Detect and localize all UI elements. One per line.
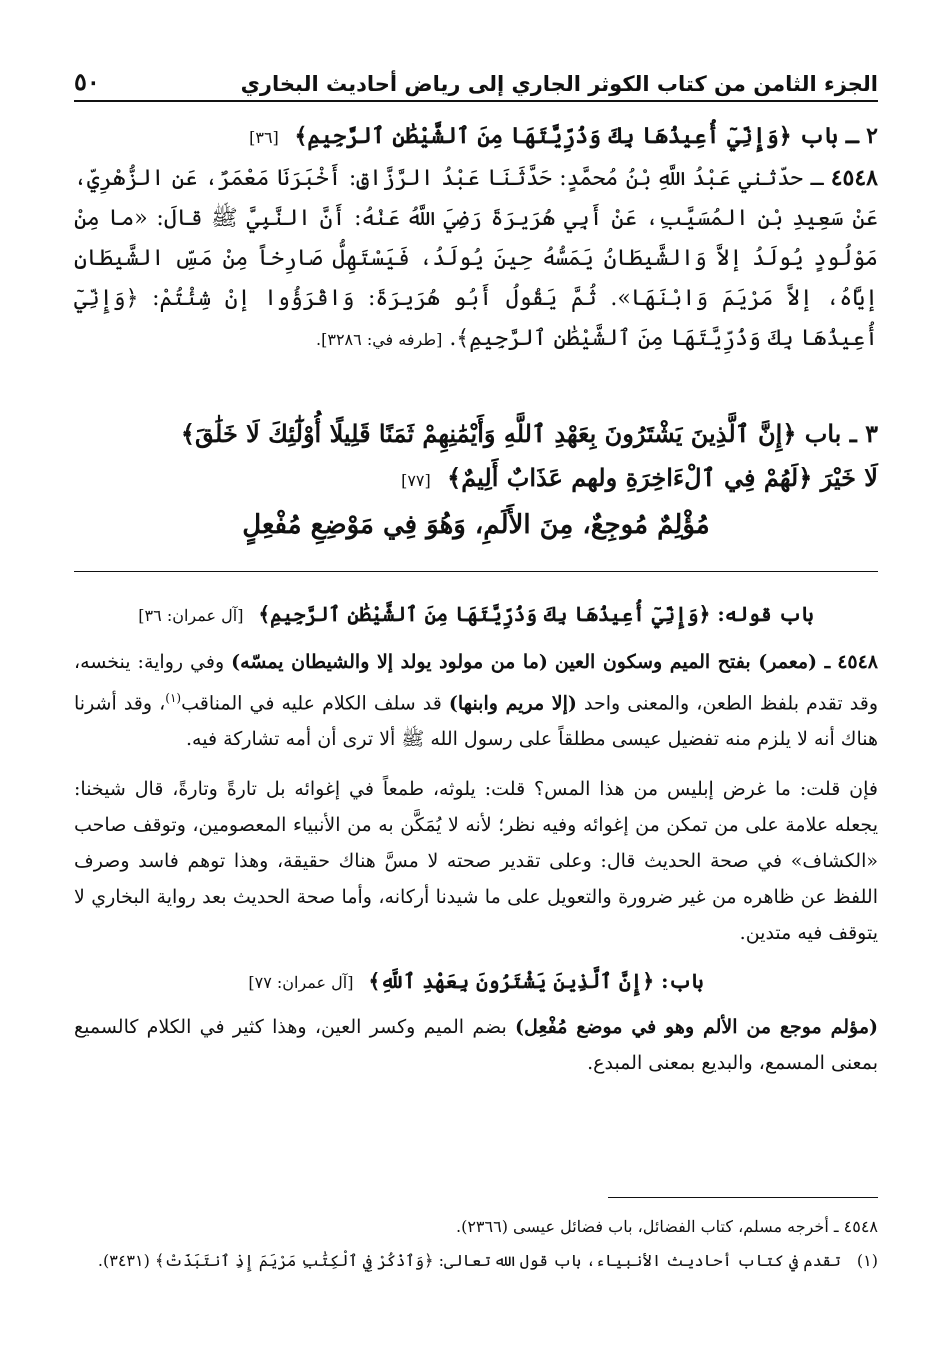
bab-2-ayah: ﴿وَإِنِّيٓ أُعِيذُهَا بِكَ وَذُرِّيَّتَهَا مِنَ ٱلشَّيْطَٰنِ ٱلرَّجِيمِ﴾ — [294, 123, 792, 149]
sharh-bab-qawlihi-label: باب قوله: — [717, 602, 814, 626]
sharh-p1-a: ـ (معمر) بفتح الميم وسكون العين — [554, 651, 831, 673]
page-number: ٥٠ — [74, 67, 100, 96]
page-header — [74, 58, 878, 102]
footnote-hadith-4548 — [74, 1210, 878, 1244]
footnote-1 — [74, 1244, 878, 1278]
bab-2-label: ٢ ـ باب — [799, 123, 878, 149]
footnotes — [74, 1210, 878, 1278]
sharh-p1-b: (ما من مولود يولد إلا والشيطان يمسّه) — [231, 651, 548, 673]
footnote-text: تقدم في كتاب أحاديث الأنبياء، باب قول الله تعالى: ﴿وَٱذْكُرْ فِي ٱلْكِتَٰبِ مَرْيَمَ إِذِ ٱنتَبَذَتْ﴾ (٣٤٣١). — [97, 1251, 841, 1270]
sharh-paragraph-3 — [74, 1009, 878, 1081]
sharh-p1-c: وفي رواية: ينخسه، وقد تقدم بلفظ الطعن، والمعنى واحد — [74, 651, 878, 715]
hadith-number: ٤٥٤٨ — [830, 165, 878, 191]
footnote-divider — [608, 1197, 878, 1198]
footnote-number: (١) — [856, 1251, 878, 1270]
sharh-bab-2 — [74, 963, 878, 1001]
sharh-paragraph-1 — [74, 644, 878, 757]
bab-3-ref: [٧٧] — [401, 471, 431, 490]
bab-3-line-1: ٣ ـ باب ﴿إِنَّ ٱلَّذِينَ يَشْتَرُونَ بِعَهْدِ ٱللَّهِ وَأَيْمَٰنِهِمْ ثَمَنًا قَلِيلًا أُوْلَٰٓئِكَ لَا خَلَٰقَ﴾ — [180, 419, 878, 448]
sharh-bab-2-label: باب: — [661, 969, 704, 994]
sharh-bab-2-ref: [آل عمران: ٧٧] — [248, 973, 354, 993]
sharh-section — [74, 596, 878, 1081]
sharh-p3-b: بضم الميم وكسر العين، وهذا كثير في الكلام كالسميع بمعنى المسمع، والبديع بمعنى المبدع. — [74, 1016, 878, 1075]
sharh-bab-qawlihi-ayah: ﴿وَإِنِّيٓ أُعِيذُهَا بِكَ وَذُرِّيَّتَهَا مِنَ ٱلشَّيْطَٰنِ ٱلرَّجِيمِ﴾ — [258, 602, 711, 626]
matn-section — [74, 116, 878, 360]
bab-3-line-2 — [74, 456, 878, 503]
running-title: الجزء الثامن من كتاب الكوثر الجاري إلى رياض أحاديث البخاري — [240, 72, 878, 96]
bab-3-line-3: مُؤْلِمٌ مُوجِعٌ، مِنَ الأَلَمِ، وَهُوَ فِي مَوْضِعِ مُفْعِلٍ — [242, 510, 710, 540]
footnote-text: ـ أخرجه مسلم، كتاب الفضائل، باب فضائل عيسى (٢٣٦٦). — [456, 1217, 839, 1236]
footnote-marker-1[interactable]: (١) — [165, 691, 182, 705]
matn-sharh-divider — [74, 571, 878, 572]
sharh-p1-e: قد سلف الكلام عليه في المناقب — [181, 692, 442, 715]
sharh-bab-qawlihi-ref: [آل عمران: ٣٦] — [138, 606, 244, 625]
hadith-4548 — [74, 158, 878, 360]
sharh-paragraph-2: فإن قلت: ما غرض إبليس من هذا المس؟ قلت: يلوثه، طمعاً في إغوائه بل تارةً وتارةً، قال شيخنا: يجعله علامة على من تمكن من إغوائه وفيه نظر؛ لأنه لا يُمَكَّن به من الأنبياء المعصومين، وتوقف صاحب «الكشاف» في صحة الحديث قال: وعلى تقدير صحته لا مسَّ هناك حقيقة، وهذا توهم فاسد وصرف اللفظ عن ظاهره من غير ضرورة والتعويل على ما شيدنا أركانه، وأما صحة الحديث بعد رواية البخاري لا يتوقف فيه متدين. — [74, 778, 878, 945]
sharh-p3-a: (مؤلم موجع من الألم وهو في موضع مُفْعِل) — [515, 1016, 879, 1039]
sharh-bab-qawlihi — [74, 596, 878, 634]
sharh-bab-2-ayah: ﴿إِنَّ ٱلَّذِينَ يَشْتَرُونَ بِعَهْدِ ٱللَّهِ﴾ — [368, 969, 655, 994]
sharh-p1-f: ، وقد أشرنا هناك أنه لا يلزم منه تفضيل عيسى مطلقاً على رسول الله ﷺ ألا ترى أن أمه تشاركة فيه. — [74, 692, 878, 751]
sharh-p1-d: (إلا مريم وابنها) — [448, 692, 577, 715]
hadith-text: ـ حدّثني عَبْدُ اللَّهِ بْنُ مُحمَّدٍ: حَدَّثَنَا عَبْدُ الرَّزَّاقِ: أَخْبَرَنَا مَعْمَرٌ، عَنِ الزُّهْرِيِّ، عَنْ سَعِيدِ بْنِ المُسَيَّبِ، عَنْ أَبِي هُرَيرَةَ رَضِيَ اللَّهُ عَنْهُ: أَنَّ النَّبِيَّ ﷺ قالَ: «ما مِنْ مَوْلُودٍ يُولَدُ إلاَّ وَالشَّيطَانُ يَمَسُّهُ حِينَ يُولَدُ، فَيَسْتَهِلُّ صَارِخاً مِنْ مَسِّ الشَّيطَانِ إيَّاهُ، إلاَّ مَرْيَمَ وَابْنَهَا». ثُمَّ يَقُولُ أَبُو هُرَيرَةَ: وَاقْرَؤُوا إنْ شِئْتُمْ: ﴿وَإِنِّيٓ أُعِيذُهَا بِكَ وَذُرِّيَّتَهَا مِنَ ٱلشَّيْطَٰنِ ٱلرَّجِيمِ﴾. — [74, 166, 878, 351]
bab-3-line-2-text: لَا خَيْرَ ﴿لَهُمْ فِي ٱلْءَاخِرَةِ ولهم عَذَابٌ أَلِيمٌ﴾ — [447, 463, 878, 492]
sharh-p1-num: ٤٥٤٨ — [837, 651, 879, 673]
bab-2-ref: [٣٦] — [249, 128, 279, 147]
bab-2-heading — [74, 116, 878, 158]
bab-3-heading — [74, 412, 878, 547]
footnote-number: ٤٥٤٨ — [843, 1217, 878, 1236]
hadith-tarf: [طرفه في: ٣٢٨٦]. — [316, 330, 443, 349]
